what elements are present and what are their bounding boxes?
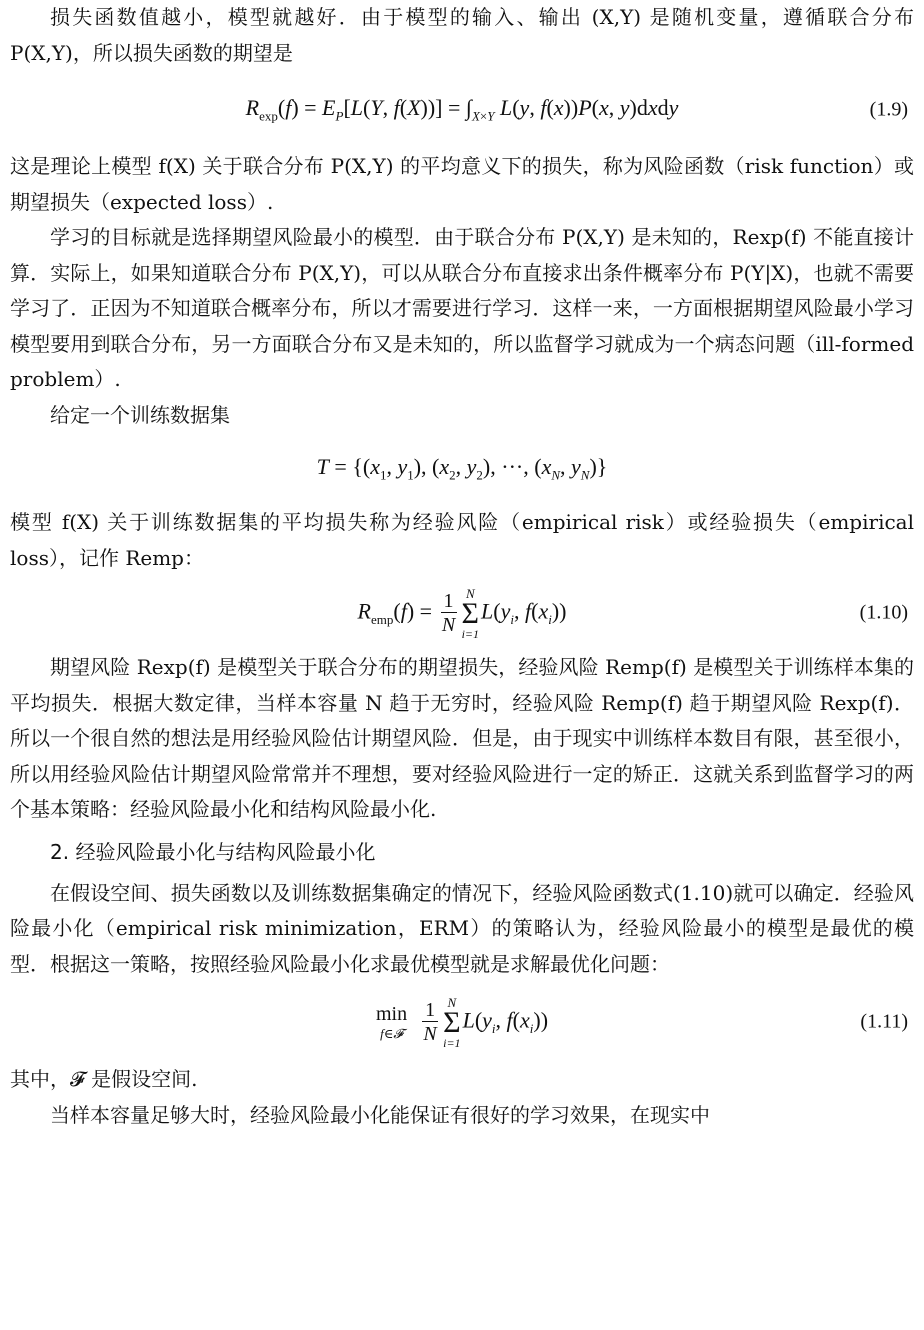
equation-number: (1.9) xyxy=(869,98,908,121)
paragraph-loss-expectation: 损失函数值越小，模型就越好．由于模型的输入、输出 (X,Y) 是随机变量，遵循联合分布 P(X,Y)，所以损失函数的期望是 xyxy=(10,5,914,65)
equation-training-set xyxy=(10,433,914,505)
summation-symbol: N Σ i=1 xyxy=(461,585,480,641)
paragraph-expected-vs-empirical: 期望风险 Rexp(f) 是模型关于联合分布的期望损失，经验风险 Remp(f) 是模型关于训练样本集的平均损失．根据大数定律，当样本容量 N 趋于无穷时，经验风险 Remp(f) 趋于期望风险 Rexp(f)．所以一个很自然的想法是用经验风险估计期望风险．但是，由于现实中训练样本数目有限，甚至很小，所以用经验风险估计期望风险常常并不理想，要对经验风险进行一定的矫正．这就关系到监督学习的两个基本策略：经验风险最小化和结构风险最小化. xyxy=(10,655,914,821)
fraction-one-over-n: $\frac{1}{N}$ xyxy=(441,589,456,636)
paragraph-given-dataset: 给定一个训练数据集 xyxy=(50,402,230,427)
paragraph-risk-function: 这是理论上模型 f(X) 关于联合分布 P(X,Y) 的平均意义下的损失，称为风险函数（risk function）或期望损失（expected loss）. xyxy=(10,154,914,214)
fraction-one-over-n: $\frac{1}{N}$ xyxy=(423,998,437,1045)
equation-training-set-body: $T = \{(x_1$, $y_1$), ($x_2$, $y_2$), ···, ($x_N$, $y_N$)} xyxy=(316,454,608,483)
equation-1-11-body: min f∈𝓕 $\frac{1}{N}$ N Σ i=1 $L(y_i$, $f(x_i)$) xyxy=(375,994,549,1050)
min-operator: min f∈𝓕 xyxy=(375,1003,408,1041)
equation-1-9-body: $R_{exp}(f) = E_P[L(Y$, $f(X))] = \int_{X\times Y}$ L(y, f(x))P(x, y)dxdy xyxy=(245,95,679,124)
equation-1-9 xyxy=(10,71,914,149)
equation-1-10-body: $R_{emp}(f)$ = $\frac{1}{N}$ N Σ i=1 $L(y_i$, $f(x_i)$) xyxy=(357,585,567,641)
summation-symbol: N Σ i=1 xyxy=(443,994,461,1050)
equation-1-10 xyxy=(10,576,914,650)
paragraph-erm: 在假设空间、损失函数以及训练数据集确定的情况下，经验风险函数式(1.10)就可以确定．经验风险最小化（empirical risk minimization，ERM）的策略认为，经验风险最小的模型是最优的模型．根据这一策略，按照经验风险最小化求最优模型就是求解最优化问题： xyxy=(10,880,914,976)
paragraph-learning-goal: 学习的目标就是选择期望风险最小的模型．由于联合分布 P(X,Y) 是未知的，Rexp(f) 不能直接计算．实际上，如果知道联合分布 P(X,Y)，可以从联合分布直接求出条件概率分布 P(Y|X)，也就不需要学习了．正因为不知道联合概率分布，所以才需要进行学习．这样一来，一方面根据期望风险最小学习模型要用到联合分布，另一方面联合分布又是未知的，所以监督学习就成为一个病态问题（ill-formed problem）. xyxy=(10,225,914,391)
equation-number: (1.11) xyxy=(860,1010,908,1033)
paragraph-empirical-risk: 模型 f(X) 关于训练数据集的平均损失称为经验风险（empirical risk）或经验损失（empirical loss），记作 Remp： xyxy=(10,510,914,570)
paragraph-hypothesis-space: 其中，𝓕 是假设空间. xyxy=(10,1067,198,1091)
paragraph-sample-size: 当样本容量足够大时，经验风险最小化能保证有很好的学习效果，在现实中 xyxy=(50,1102,710,1127)
equation-1-11 xyxy=(10,982,914,1062)
equation-number: (1.10) xyxy=(859,601,908,624)
section-heading: 2. 经验风险最小化与结构风险最小化 xyxy=(50,839,376,864)
